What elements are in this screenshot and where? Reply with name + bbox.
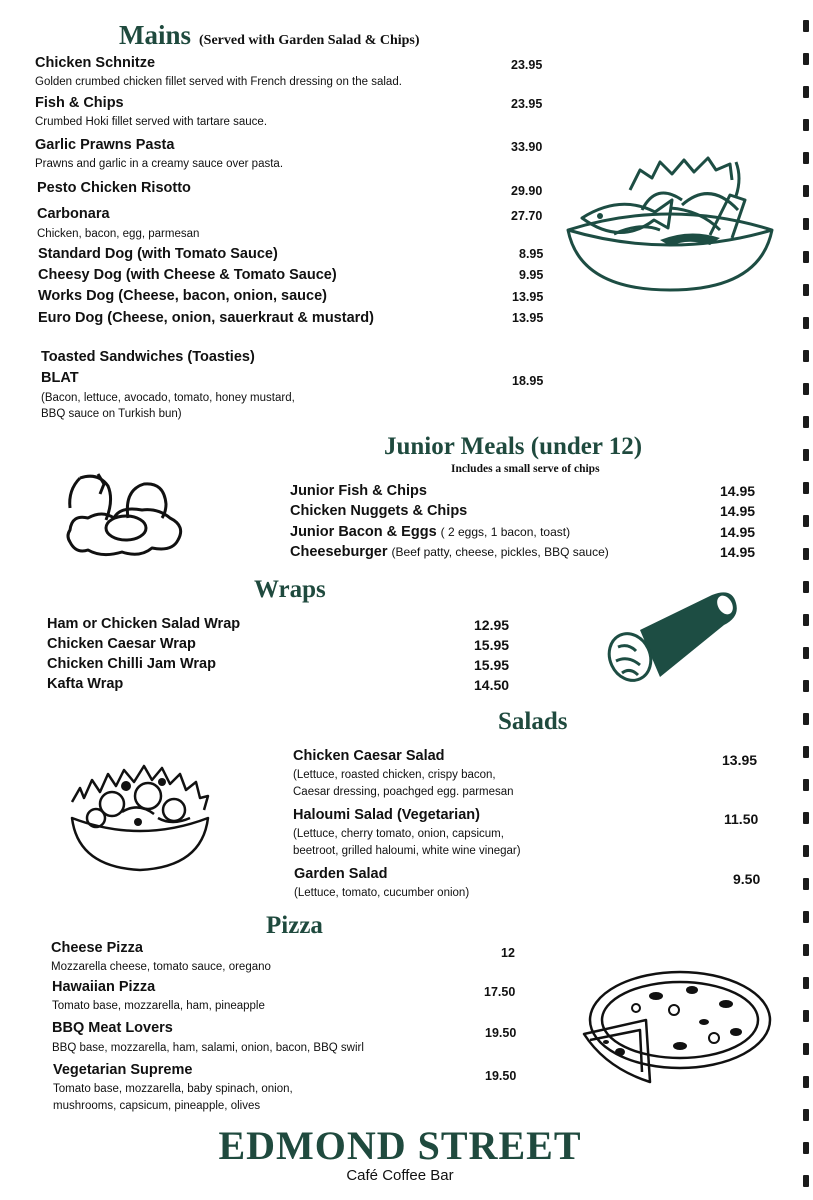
menu-item-price: 12	[501, 946, 515, 960]
binding-hole	[803, 1109, 809, 1121]
menu-item-name: Chicken Chilli Jam Wrap	[47, 656, 216, 672]
binding-hole	[803, 1010, 809, 1022]
binding-hole	[803, 20, 809, 32]
spiral-binding	[799, 0, 813, 1200]
junior-title: Junior Meals (under 12)	[384, 433, 643, 460]
salads-title: Salads	[498, 708, 568, 735]
menu-item-price: 23.95	[511, 58, 543, 72]
menu-item-name: Hawaiian Pizza	[52, 979, 156, 995]
menu-item-desc: Mozzarella cheese, tomato sauce, oregano	[51, 961, 271, 973]
menu-item-name: Chicken Caesar Wrap	[47, 636, 196, 652]
menu-item-price: 19.50	[485, 1069, 517, 1083]
binding-hole	[803, 812, 809, 824]
binding-hole	[803, 383, 809, 395]
eggs-icon	[62, 470, 187, 565]
binding-hole	[803, 482, 809, 494]
menu-item-name: Garlic Prawns Pasta	[35, 137, 175, 153]
menu-item-name: Vegetarian Supreme	[53, 1062, 193, 1078]
menu-item-name: Fish & Chips	[35, 95, 124, 111]
menu-item-price: 8.95	[519, 247, 544, 261]
menu-item-name: Ham or Chicken Salad Wrap	[47, 616, 241, 632]
binding-hole	[803, 86, 809, 98]
binding-hole	[803, 284, 809, 296]
menu-item-desc: (Lettuce, roasted chicken, crispy bacon,	[293, 769, 496, 781]
binding-hole	[803, 1076, 809, 1088]
binding-hole	[803, 680, 809, 692]
salad-bowl-icon	[62, 752, 217, 877]
menu-item-price: 27.70	[511, 209, 543, 223]
menu-item-desc: (Lettuce, tomato, cucumber onion)	[294, 887, 470, 899]
menu-item-price: 14.95	[720, 544, 756, 560]
junior-subtitle: Includes a small serve of chips	[451, 463, 600, 475]
menu-item-name: Works Dog (Cheese, bacon, onion, sauce)	[38, 288, 327, 304]
fish-salad-bowl-icon	[560, 150, 780, 300]
menu-item-detail: (Beef patty, cheese, pickles, BBQ sauce)	[391, 545, 609, 559]
mains-title: Mains	[119, 20, 192, 50]
binding-hole	[803, 152, 809, 164]
menu-item-price: 15.95	[474, 657, 510, 673]
menu-item-price: 9.95	[519, 268, 544, 282]
binding-hole	[803, 449, 809, 461]
mains-heading	[119, 20, 420, 51]
binding-hole	[803, 119, 809, 131]
menu-item-desc: BBQ base, mozzarella, ham, salami, onion, bacon, BBQ swirl	[52, 1042, 364, 1054]
menu-item-name: Standard Dog (with Tomato Sauce)	[38, 246, 278, 262]
menu-item-price: 29.90	[511, 184, 543, 198]
pizza-icon	[576, 960, 776, 1090]
menu-item-desc: Prawns and garlic in a creamy sauce over pasta.	[35, 158, 284, 170]
binding-hole	[803, 1043, 809, 1055]
wrap-icon	[600, 585, 745, 695]
binding-hole	[803, 1142, 809, 1154]
binding-hole	[803, 185, 809, 197]
menu-item-price: 14.95	[720, 524, 756, 540]
menu-item-name: Cheeseburger (Beef patty, cheese, pickles, BBQ sauce)	[290, 544, 609, 560]
menu-item-price: 12.95	[474, 617, 510, 633]
menu-item-price: 17.50	[484, 985, 516, 999]
binding-hole	[803, 416, 809, 428]
pizza-title: Pizza	[266, 912, 323, 939]
binding-hole	[803, 977, 809, 989]
binding-hole	[803, 878, 809, 890]
binding-hole	[803, 317, 809, 329]
menu-item-desc: (Lettuce, cherry tomato, onion, capsicum,	[293, 828, 504, 840]
menu-item-name: Kafta Wrap	[47, 676, 124, 692]
menu-item-name: Cheesy Dog (with Cheese & Tomato Sauce)	[38, 267, 337, 283]
menu-item-desc: Tomato base, mozzarella, ham, pineapple	[52, 1000, 265, 1012]
menu-item-desc: Caesar dressing, poachged egg. parmesan	[293, 786, 514, 798]
binding-hole	[803, 53, 809, 65]
menu-item-price: 14.95	[720, 483, 756, 499]
wraps-title: Wraps	[254, 576, 326, 603]
mains-subtitle: (Served with Garden Salad & Chips)	[199, 33, 420, 48]
menu-item-price: 14.50	[474, 677, 510, 693]
menu-item-name: BBQ Meat Lovers	[52, 1020, 173, 1036]
binding-hole	[803, 647, 809, 659]
binding-hole	[803, 515, 809, 527]
menu-item-desc: BBQ sauce on Turkish bun)	[41, 408, 182, 420]
menu-item-name: Chicken Caesar Salad	[293, 748, 445, 764]
menu-item-name: Haloumi Salad (Vegetarian)	[293, 807, 480, 823]
menu-item-desc: (Bacon, lettuce, avocado, tomato, honey mustard,	[41, 392, 295, 404]
binding-hole	[803, 779, 809, 791]
menu-item-desc: Chicken, bacon, egg, parmesan	[37, 228, 200, 240]
menu-item-price: 18.95	[512, 374, 544, 388]
binding-hole	[803, 251, 809, 263]
menu-item-price: 13.95	[512, 311, 544, 325]
binding-hole	[803, 581, 809, 593]
menu-item-desc: Tomato base, mozzarella, baby spinach, onion,	[53, 1083, 293, 1095]
menu-item-price: 9.50	[733, 871, 761, 887]
menu-item-price: 11.50	[724, 811, 759, 827]
binding-hole	[803, 746, 809, 758]
menu-item-price: 14.95	[720, 503, 756, 519]
menu-item-desc: Golden crumbed chicken fillet served with French dressing on the salad.	[35, 76, 402, 88]
menu-item-name: Pesto Chicken Risotto	[37, 180, 191, 196]
footer-tagline: Café Coffee Bar	[346, 1167, 454, 1184]
menu-item-detail: ( 2 eggs, 1 bacon, toast)	[440, 525, 571, 539]
binding-hole	[803, 944, 809, 956]
menu-item-name: Euro Dog (Cheese, onion, sauerkraut & mustard)	[38, 310, 374, 326]
menu-item-price: 19.50	[485, 1026, 517, 1040]
menu-item-price: 15.95	[474, 637, 510, 653]
binding-hole	[803, 713, 809, 725]
menu-item-price: 13.95	[512, 290, 544, 304]
menu-item-name: Junior Bacon & Eggs ( 2 eggs, 1 bacon, toast)	[290, 524, 571, 540]
menu-item-desc: beetroot, grilled haloumi, white wine vinegar)	[293, 845, 521, 857]
binding-hole	[803, 350, 809, 362]
menu-item-name: Chicken Nuggets & Chips	[290, 503, 468, 519]
toasties-heading: Toasted Sandwiches (Toasties)	[41, 349, 255, 365]
menu-item-name: Garden Salad	[294, 866, 388, 882]
menu-item-desc: Crumbed Hoki fillet served with tartare sauce.	[35, 116, 268, 128]
binding-hole	[803, 1175, 809, 1187]
footer-brand: EDMOND STREET	[218, 1123, 582, 1168]
menu-item-name: Cheese Pizza	[51, 940, 143, 956]
menu-item-price: 33.90	[511, 140, 543, 154]
binding-hole	[803, 614, 809, 626]
menu-item-name: Junior Fish & Chips	[290, 483, 427, 499]
menu-item-price: 23.95	[511, 97, 543, 111]
binding-hole	[803, 845, 809, 857]
binding-hole	[803, 911, 809, 923]
menu-item-price: 13.95	[722, 752, 758, 768]
menu-item-name: BLAT	[41, 370, 79, 386]
binding-hole	[803, 548, 809, 560]
binding-hole	[803, 218, 809, 230]
menu-item-name: Carbonara	[37, 206, 110, 222]
menu-item-desc: mushrooms, capsicum, pineapple, olives	[53, 1100, 261, 1112]
menu-item-name: Chicken Schnitze	[35, 55, 156, 71]
